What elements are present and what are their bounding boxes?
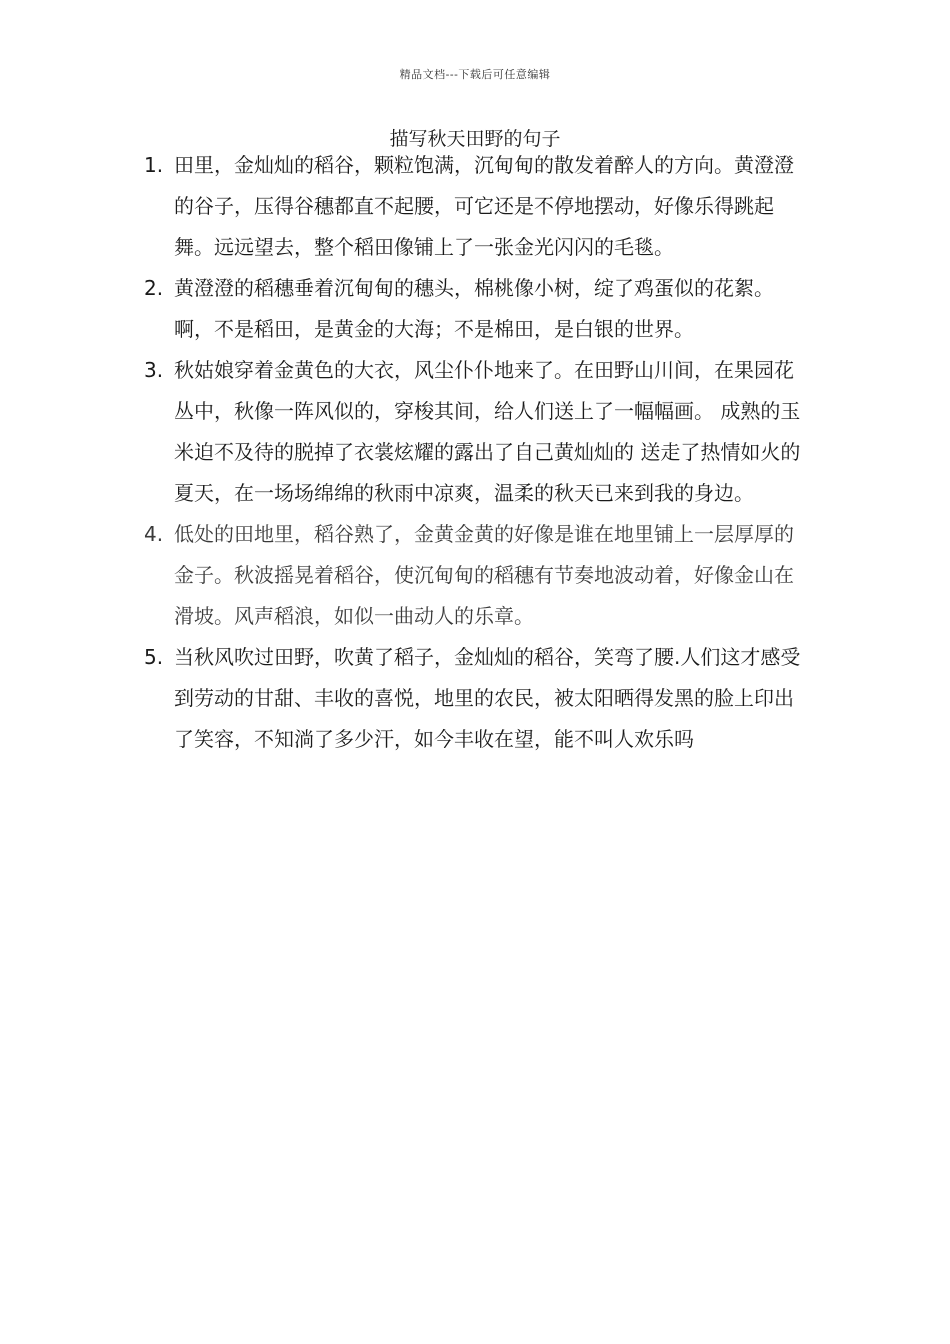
item-text: 当秋风吹过田野，吹黄了稻子，金灿灿的稻谷，笑弯了腰.人们这才感受到劳动的甘甜、丰收的喜悦，地里的农民，被太阳晒得发黑的脸上印出了笑容，不知淌了多少汗，如今丰收在望，能不叫人欢乐吗 [174,645,801,751]
item-number: 2. [144,276,164,300]
item-number: 1. [144,153,164,177]
item-text: 黄澄澄的稻穗垂着沉甸甸的穗头，棉桃像小树，绽了鸡蛋似的花絮。啊，不是稻田，是黄金的大海；不是棉田，是白银的世界。 [174,276,774,341]
item-number: 4. [144,522,164,546]
item-text: 秋姑娘穿着金黄色的大衣，风尘仆仆地来了。在田野山川间，在果园花丛中，秋像一阵风似的，穿梭其间，给人们送上了一幅幅画。 成熟的玉米迫不及待的脱掉了衣裳炫耀的露出了自己黄灿灿的 送走了热情如火的夏天，在一场场绵绵的秋雨中凉爽，温柔的秋天已来到我的身边。 [174,358,801,505]
item-number: 3. [144,358,164,382]
item-text: 低处的田地里，稻谷熟了，金黄金黄的好像是谁在地里铺上一层厚厚的金子。秋波摇晃着稻谷，使沉甸甸的稻穗有节奏地波动着，好像金山在滑坡。风声稻浪，如似一曲动人的乐章。 [174,522,794,628]
sentence-list [140,145,812,760]
list-item [140,145,812,268]
list-item [140,268,812,350]
list-item [140,350,812,514]
list-item [140,514,812,637]
page-title: 描写秋天田野的句子 [389,128,561,150]
list-item [140,637,812,760]
item-text: 田里，金灿灿的稻谷，颗粒饱满，沉甸甸的散发着醉人的方向。黄澄澄的谷子，压得谷穗都直不起腰，可它还是不停地摆动，好像乐得跳起舞。远远望去，整个稻田像铺上了一张金光闪闪的毛毯。 [174,153,794,259]
header-note: 精品文档---下载后可任意编辑 [399,68,551,81]
item-number: 5. [144,645,164,669]
